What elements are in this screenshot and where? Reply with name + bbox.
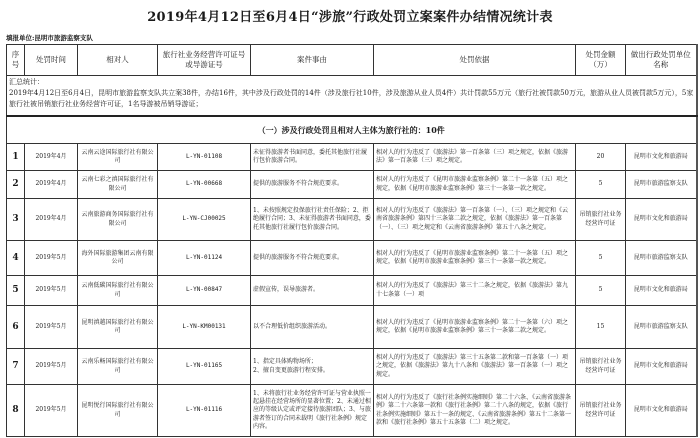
section-row — [7, 116, 697, 144]
row-amount: 5 — [576, 171, 626, 199]
header-cause: 案件事由 — [251, 45, 374, 76]
row-seq: 3 — [7, 199, 25, 241]
row-unit: 昆明市文化和旅游局 — [626, 199, 697, 241]
section-title: （一）涉及行政处罚且相对人主体为旅行社的：10件 — [7, 116, 697, 144]
row-time: 2019年5月 — [25, 385, 78, 437]
row-cause: 1、指定具体购物场所； 2、擅自变更旅游行程安排。 — [251, 349, 374, 385]
row-unit: 昆明市文化和旅游局 — [626, 385, 697, 437]
table-row — [7, 276, 697, 306]
row-unit: 昆明市文化和旅游局 — [626, 276, 697, 306]
row-license: L-YN-KM00131 — [158, 306, 251, 349]
row-unit: 昆明市旅游监察支队 — [626, 306, 697, 349]
row-seq: 7 — [7, 349, 25, 385]
row-license: L-YN-01116 — [158, 385, 251, 437]
row-cause: 以不合理低价组织旅游活动。 — [251, 306, 374, 349]
header-license: 旅行社业务经营许可证号或导游证号 — [158, 45, 251, 76]
summary-row — [7, 76, 697, 116]
table-row — [7, 241, 697, 276]
row-amount: 5 — [576, 241, 626, 276]
row-license: L-YN-01124 — [158, 241, 251, 276]
header-row — [7, 45, 697, 76]
row-seq: 2 — [7, 171, 25, 199]
summary-text: 2019年4月12日至6月4日，昆明市旅游监察支队共立案38件，办结16件，其中涉及行政处罚的14件（涉及旅行社10件，涉及旅游从业人员4件）共计罚款55万元（旅行社被罚款50万元，旅游从业人员被罚款5万元），5家旅行社被吊销旅行社业务经营许可证，1名导游被吊销导游证； — [9, 89, 694, 108]
penalty-table — [6, 44, 698, 437]
document-title: 2019年4月12日至6月4日“涉旅”行政处罚立案案件办结情况统计表 — [147, 10, 553, 25]
summary-label: 汇总统计： — [9, 78, 44, 86]
row-basis: 相对人的行为违反了《旅游法》第一百条第（一）、（三）项之规定和《云南省旅游条例》第四十三条第二款之规定，依据《旅游法》第一百条第（一）、（三）项之规定和《云南省旅游条例》第五十八条之规定。 — [374, 199, 576, 241]
row-cause: 提供的旅游服务不符合规范要求。 — [251, 171, 374, 199]
row-time: 2019年5月 — [25, 349, 78, 385]
header-party: 相对人 — [78, 45, 158, 76]
row-cause: 未征得旅游者书面同意，委托其他旅行社履行包价旅游合同。 — [251, 144, 374, 171]
row-basis: 相对人的行为违反了《昆明市旅游业监察条例》第二十一条第（六）项之规定，依据《昆明市旅游业监察条例》第三十一条第二款之规定。 — [374, 306, 576, 349]
row-unit: 昆明市旅游监察支队 — [626, 171, 697, 199]
row-time: 2019年5月 — [25, 276, 78, 306]
row-unit: 昆明市文化和旅游局 — [626, 349, 697, 385]
row-time: 2019年4月 — [25, 144, 78, 171]
row-amount: 15 — [576, 306, 626, 349]
row-cause: 1、未将旅行社业务经营许可证与营业执照一起悬挂在经营场所的显著位置；2、未通过相应的等级认定或评定接待旅游团队；3、与旅游者签订的合同未载明《旅行社条例》规定内容。 — [251, 385, 374, 437]
table-row — [7, 144, 697, 171]
row-license: L-YN-01165 — [158, 349, 251, 385]
row-amount: 吊销旅行社业务经营许可证 — [576, 199, 626, 241]
filing-unit: 填报单位:昆明市旅游监察支队 — [6, 34, 93, 42]
table-row — [7, 171, 697, 199]
row-license: L-YN-00668 — [158, 171, 251, 199]
row-party: 云南乐畅国际旅行社有限公司 — [78, 349, 158, 385]
row-amount: 20 — [576, 144, 626, 171]
row-party: 昆明悦行国际旅行社有限公司 — [78, 385, 158, 437]
table-row — [7, 349, 697, 385]
row-party: 海外国际旅游集团云南有限公司 — [78, 241, 158, 276]
header-time: 处罚时间 — [25, 45, 78, 76]
row-seq: 1 — [7, 144, 25, 171]
row-amount: 吊销旅行社业务经营许可证 — [576, 349, 626, 385]
row-party: 云南旅游商务国际旅行社有限公司 — [78, 199, 158, 241]
table-row — [7, 306, 697, 349]
row-seq: 6 — [7, 306, 25, 349]
row-amount: 吊销旅行社业务经营许可证 — [576, 385, 626, 437]
row-time: 2019年5月 — [25, 241, 78, 276]
header-basis: 处罚依据 — [374, 45, 576, 76]
row-seq: 4 — [7, 241, 25, 276]
row-party: 昆明滇越国际旅行社有限公司 — [78, 306, 158, 349]
row-license: L-YN-00847 — [158, 276, 251, 306]
row-basis: 相对人的行为违反了《旅游法》第三十五条第二款和第一百条第（一）项之规定，依据《旅游法》第九十八条和《旅游法》第一百条第（一）项之规定。 — [374, 349, 576, 385]
row-party: 云南七彩之滇国际旅行社有限公司 — [78, 171, 158, 199]
row-basis: 相对人的行为违反了《昆明市旅游业监察条例》第二十一条第（五）项之规定，依据《昆明市旅游业监察条例》第三十一条第一款之规定。 — [374, 241, 576, 276]
row-basis: 相对人的行为违反了《旅游法》第一百条第（三）项之规定，依据《旅游法》第一百条第（三）项之规定。 — [374, 144, 576, 171]
row-amount: 5 — [576, 276, 626, 306]
header-seq: 序号 — [7, 45, 25, 76]
table-row — [7, 199, 697, 241]
row-time: 2019年5月 — [25, 306, 78, 349]
row-time: 2019年4月 — [25, 199, 78, 241]
row-unit: 昆明市旅游监察支队 — [626, 241, 697, 276]
row-time: 2019年4月 — [25, 171, 78, 199]
row-cause: 1、未按照规定投保旅行社责任保险；2、拒绝履行合同；3、未征得旅游者书面同意，委托其他旅行社履行包价旅游合同。 — [251, 199, 374, 241]
header-amount: 处罚金额（万） — [576, 45, 626, 76]
row-basis: 相对人的行为违反了《旅行社条例实施细则》第二十六条、《云南省旅游条例》第二十六条第一款和《旅行社条例》第二十八条的规定，依据《旅行社条例实施细则》第五十一条的规定、《云南省旅游条例》第五十二条第一款和《旅行社条例》第五十五条第（二）项之规定。 — [374, 385, 576, 437]
row-party: 云南云途国际旅行社有限公司 — [78, 144, 158, 171]
row-unit: 昆明市文化和旅游局 — [626, 144, 697, 171]
row-cause: 提供的旅游服务不符合规范要求。 — [251, 241, 374, 276]
row-seq: 5 — [7, 276, 25, 306]
row-license: L-YN-01108 — [158, 144, 251, 171]
table-row — [7, 385, 697, 437]
row-party: 云南低碳国际旅行社有限公司 — [78, 276, 158, 306]
row-seq: 8 — [7, 385, 25, 437]
header-unit: 做出行政处罚单位名称 — [626, 45, 697, 76]
row-basis: 相对人的行为违反了《旅游法》第三十二条之规定，依据《旅游法》第九十七条第（一）项 — [374, 276, 576, 306]
summary-cell — [7, 76, 697, 116]
row-cause: 虚假宣传，误导旅游者。 — [251, 276, 374, 306]
row-license: L-YN-CJ00025 — [158, 199, 251, 241]
row-basis: 相对人的行为违反了《昆明市旅游业监察条例》第二十一条第（五）项之规定，依据《昆明市旅游业监察条例》第三十一条第一款之规定。 — [374, 171, 576, 199]
